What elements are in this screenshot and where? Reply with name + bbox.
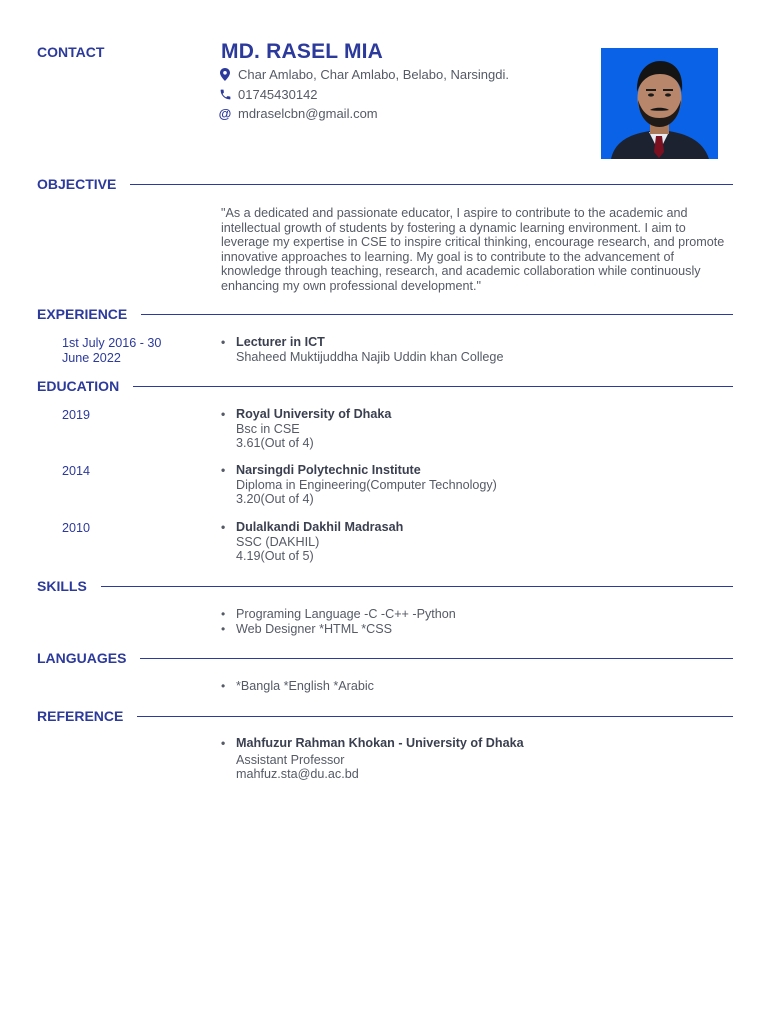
- experience-org: Shaheed Muktijuddha Najib Uddin khan College: [236, 349, 504, 364]
- reference-name: • Mahfuzur Rahman Khokan - University of Dhaka: [221, 736, 524, 751]
- experience-section-header: [37, 306, 733, 322]
- location-pin-icon: [218, 68, 232, 82]
- phone-text: 01745430142: [238, 86, 318, 102]
- email-line: [218, 104, 509, 124]
- education-entry: [221, 520, 403, 564]
- list-item: • Programing Language -C -C++ -Python: [221, 607, 456, 622]
- email-text: mdraselcbn@gmail.com: [238, 106, 378, 122]
- education-school: • Royal University of Dhaka: [221, 407, 391, 422]
- candidate-name: MD. RASEL MIA: [221, 40, 384, 63]
- section-divider: [137, 716, 733, 717]
- experience-role: • Lecturer in ICT: [221, 335, 503, 350]
- education-year: 2010: [62, 521, 91, 535]
- section-divider: [130, 184, 733, 185]
- objective-section-header: [37, 176, 733, 192]
- education-result: 3.61(Out of 4): [236, 436, 314, 451]
- experience-entry: [221, 335, 503, 364]
- objective-text: "As a dedicated and passionate educator, I aspire to contribute to the academic and intellectual growth of students by fostering a dynamic learning environment. I aim to leverage my expertise in CSE to inspire critical thinking, encourage research, and promote innovative approaches to learning. My goal is to contribute to the advancement of knowledge through teaching, research, and academic collaboration while continuously enhancing my own professional development.": [221, 206, 725, 293]
- section-divider: [133, 386, 733, 387]
- section-divider: [140, 658, 733, 659]
- education-degree: SSC (DAKHIL): [236, 534, 320, 549]
- phone-line: [218, 85, 509, 105]
- education-year: 2019: [62, 408, 91, 422]
- address-line: [218, 65, 509, 85]
- reference-section-header: [37, 708, 733, 724]
- list-item: • *Bangla *English *Arabic: [221, 679, 374, 694]
- reference-position: Assistant Professor: [236, 752, 345, 767]
- languages-heading: LANGUAGES: [37, 650, 127, 666]
- education-degree: Diploma in Engineering(Computer Technology): [236, 477, 497, 492]
- education-section-header: [37, 378, 733, 394]
- reference-email: mahfuz.sta@du.ac.bd: [236, 767, 359, 782]
- list-item: • Web Designer *HTML *CSS: [221, 622, 456, 637]
- education-result: 3.20(Out of 4): [236, 492, 314, 507]
- reference-heading: REFERENCE: [37, 708, 124, 724]
- languages-list: [221, 679, 374, 694]
- contact-details: [218, 65, 509, 124]
- skills-list: [221, 607, 456, 636]
- experience-heading: EXPERIENCE: [37, 306, 128, 322]
- at-sign-icon: @: [218, 106, 232, 122]
- objective-heading: OBJECTIVE: [37, 176, 117, 192]
- phone-icon: [218, 87, 232, 101]
- education-result: 4.19(Out of 5): [236, 549, 314, 564]
- profile-photo: [601, 48, 718, 159]
- experience-date-end: June 2022: [62, 350, 121, 365]
- address-text: Char Amlabo, Char Amlabo, Belabo, Narsingdi.: [238, 67, 509, 83]
- contact-heading: CONTACT: [37, 44, 105, 60]
- reference-entry: [221, 736, 524, 782]
- education-year: 2014: [62, 464, 91, 478]
- skills-section-header: [37, 578, 733, 594]
- skills-heading: SKILLS: [37, 578, 87, 594]
- experience-date-start: 1st July 2016 - 30: [62, 336, 162, 350]
- education-school: • Narsingdi Polytechnic Institute: [221, 463, 497, 478]
- education-heading: EDUCATION: [37, 378, 120, 394]
- languages-section-header: [37, 650, 733, 666]
- education-entry: [221, 463, 497, 507]
- education-degree: Bsc in CSE: [236, 421, 300, 436]
- education-school: • Dulalkandi Dakhil Madrasah: [221, 520, 403, 535]
- section-divider: [141, 314, 733, 315]
- experience-date: [62, 336, 182, 365]
- section-divider: [101, 586, 733, 587]
- education-entry: [221, 407, 391, 451]
